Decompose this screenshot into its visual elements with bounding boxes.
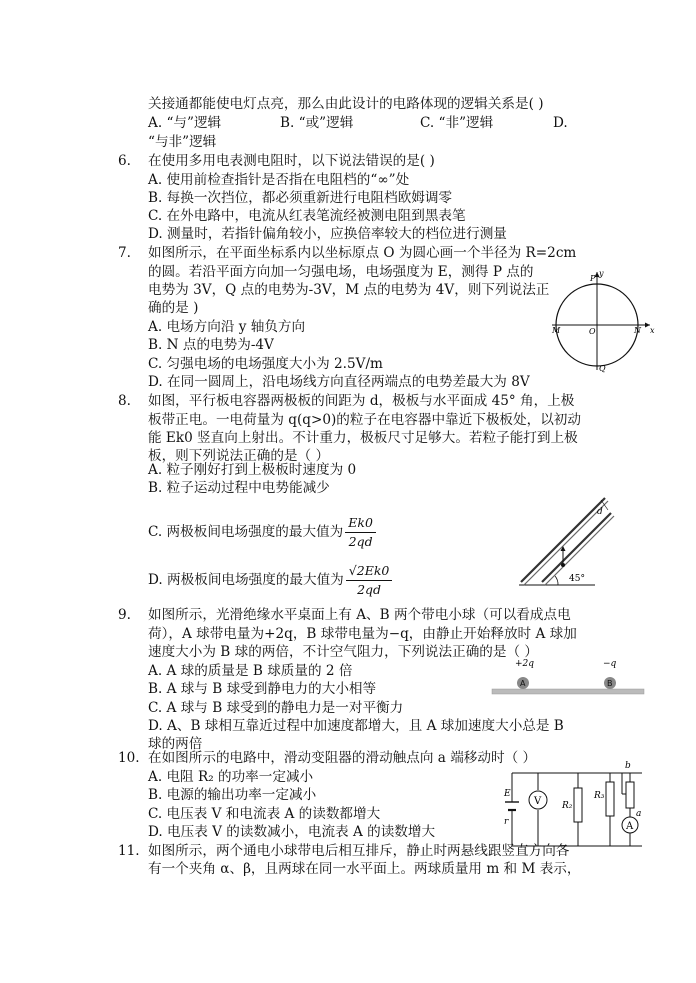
q9-stem-line-1: 如图所示，光滑绝缘水平桌面上有 A、B 两个带电小球（可以看成点电 bbox=[148, 607, 571, 623]
q10-fig-label-b: b bbox=[625, 761, 631, 771]
q8-option-d bbox=[148, 560, 392, 600]
q8-stem-line-3: 能 Ek0 竖直向上射出。不计重力，极板尺寸足够大。若粒子能打到上极 bbox=[148, 430, 578, 446]
q10-fig-label-r: r bbox=[504, 817, 509, 827]
q11-number: 11. bbox=[118, 843, 140, 859]
q7-circle-figure bbox=[550, 268, 660, 373]
q9-fig-label-ball-b: B bbox=[607, 679, 613, 688]
q10-fig-voltmeter-label: V bbox=[534, 796, 542, 807]
q5-option-d-label: D. bbox=[553, 115, 568, 131]
q10-fig-label-e: E bbox=[504, 789, 511, 799]
q9-fig-label-charge-b: −q bbox=[603, 659, 617, 669]
q6-option-b: B. 每换一次挡位，都必须重新进行电阻档欧姆调零 bbox=[148, 190, 453, 206]
q9-fig-label-charge-a: +2q bbox=[515, 659, 535, 669]
q8-option-b: B. 粒子运动过程中电势能减少 bbox=[148, 480, 330, 496]
q7-stem-line-4: 确的是 ) bbox=[148, 300, 199, 316]
q7-fig-label-m: M bbox=[552, 326, 561, 335]
q8-option-d-numerator: √2Ek0 bbox=[346, 562, 393, 581]
q9-number: 9. bbox=[118, 607, 131, 623]
q10-number: 10. bbox=[118, 750, 140, 766]
q9-option-a: A. A 球的质量是 B 球质量的 2 倍 bbox=[148, 663, 353, 679]
q8-option-c-denominator: 2qd bbox=[348, 533, 373, 549]
q10-option-c: C. 电压表 V 和电流表 A 的读数都增大 bbox=[148, 806, 381, 822]
q6-option-a: A. 使用前检查指针是否指在电阻档的“∞”处 bbox=[148, 172, 410, 188]
q10-option-a: A. 电阻 R₂ 的功率一定减小 bbox=[148, 769, 314, 785]
q10-circuit-figure bbox=[500, 758, 650, 853]
q11-stem-line-2: 有一个夹角 α、β，且两球在同一水平面上。两球质量用 m 和 M 表示， bbox=[148, 861, 581, 877]
q7-fig-label-q: Q bbox=[599, 364, 606, 373]
q8-option-d-denominator: 2qd bbox=[357, 581, 382, 597]
q6-option-c: C. 在外电路中，电流从红表笔流经被测电阻到黑表笔 bbox=[148, 208, 466, 224]
q7-fig-label-y: y bbox=[599, 269, 604, 278]
q7-stem-line-1: 如图所示，在平面坐标系内以坐标原点 O 为圆心画一个半径为 R=2cm bbox=[148, 245, 577, 261]
q8-stem-line-1: 如图，平行板电容器两极板的间距为 d，极板与水平面成 45° 角，上极 bbox=[148, 393, 575, 409]
q7-option-d: D. 在同一圆周上，沿电场线方向直径两端点的电势差最大为 8V bbox=[148, 374, 530, 390]
q8-number: 8. bbox=[118, 393, 131, 409]
q7-fig-label-p: P bbox=[590, 274, 596, 283]
q5-option-b: B. “或”逻辑 bbox=[280, 115, 354, 131]
q6-number: 6. bbox=[118, 153, 131, 169]
q8-capacitor-figure bbox=[515, 490, 630, 590]
q9-option-b: B. A 球与 B 球受到静电力的大小相等 bbox=[148, 681, 377, 697]
q7-option-c: C. 匀强电场的电场强度大小为 2.5V/m bbox=[148, 356, 383, 372]
q8-option-d-fraction bbox=[346, 562, 393, 599]
q5-stem-line: 关接通都能使电灯点亮，那么由此设计的电路体现的逻辑关系是( ) bbox=[148, 96, 544, 112]
q10-fig-label-r3: R₃ bbox=[594, 791, 605, 801]
q8-option-c-numerator: Ek0 bbox=[345, 514, 376, 533]
q10-fig-ammeter-label: A bbox=[626, 821, 634, 832]
q5-option-c: C. “非”逻辑 bbox=[420, 115, 494, 131]
q8-option-a: A. 粒子刚好打到上极板时速度为 0 bbox=[148, 462, 357, 478]
q8-option-d-text: D. 两极板间电场强度的最大值为 bbox=[148, 571, 344, 588]
q9-option-d-line-2: 球的两倍 bbox=[148, 736, 203, 752]
q10-stem: 在如图所示的电路中，滑动变阻器的滑动触点向 a 端移动时（ ） bbox=[148, 750, 537, 766]
q8-fig-label-angle: 45° bbox=[569, 574, 585, 584]
q9-charges-figure bbox=[488, 656, 648, 696]
q6-option-d: D. 测量时，若指针偏角较小，应换倍率较大的档位进行测量 bbox=[148, 226, 507, 242]
q9-option-c: C. A 球与 B 球受到的静电力是一对平衡力 bbox=[148, 700, 404, 716]
q9-stem-line-3: 速度大小为 B 球的两倍，不计空气阻力，下列说法正确的是（ ） bbox=[148, 644, 538, 660]
q8-stem-line-2: 板带正电。一电荷量为 q(q>0)的粒子在电容器中靠近下极板处，以初动 bbox=[148, 412, 581, 428]
q7-fig-label-n: N bbox=[634, 326, 641, 335]
q8-option-c-text: C. 两极板间电场强度的最大值为 bbox=[148, 523, 344, 540]
q7-stem-line-2: 的圆。若沿平面方向加一匀强电场，电场强度为 E，测得 P 点的 bbox=[148, 264, 534, 280]
q7-fig-label-x: x bbox=[650, 326, 655, 335]
q7-fig-label-o: O bbox=[589, 327, 596, 336]
q8-stem-line-4: 板，则下列说法正确的是（ ） bbox=[148, 448, 330, 464]
q10-option-d: D. 电压表 V 的读数减小，电流表 A 的读数增大 bbox=[148, 824, 436, 840]
q10-option-b: B. 电源的输出功率一定减小 bbox=[148, 787, 317, 803]
q5-option-a: A. “与”逻辑 bbox=[148, 115, 222, 131]
q7-stem-line-3: 电势为 3V，Q 点的电势为-3V，M 点的电势为 4V，则下列说法正 bbox=[148, 282, 550, 298]
q9-fig-label-ball-a: A bbox=[520, 679, 526, 688]
q8-option-c bbox=[148, 512, 376, 552]
q7-number: 7. bbox=[118, 245, 131, 261]
q7-option-b: B. N 点的电势为-4V bbox=[148, 337, 274, 353]
q8-fig-label-d: d bbox=[597, 507, 603, 517]
q11-stem-line-1: 如图所示，两个通电小球带电后相互排斥，静止时两悬线跟竖直方向各 bbox=[148, 843, 570, 859]
q7-option-a: A. 电场方向沿 y 轴负方向 bbox=[148, 319, 306, 335]
q9-stem-line-2: 荷），A 球带电量为+2q，B 球带电量为−q，由静止开始释放时 A 球加 bbox=[148, 626, 577, 642]
q8-option-c-fraction bbox=[345, 514, 376, 551]
q10-fig-label-a: a bbox=[636, 809, 642, 819]
q9-option-d-line-1: D. A、B 球相互靠近过程中加速度都增大，且 A 球加速度大小总是 B bbox=[148, 718, 564, 734]
q5-option-d-text: “与非”逻辑 bbox=[148, 134, 217, 150]
q6-stem: 在使用多用电表测电阻时，以下说法错误的是( ) bbox=[148, 153, 435, 169]
q10-fig-label-r2: R₂ bbox=[562, 801, 573, 811]
